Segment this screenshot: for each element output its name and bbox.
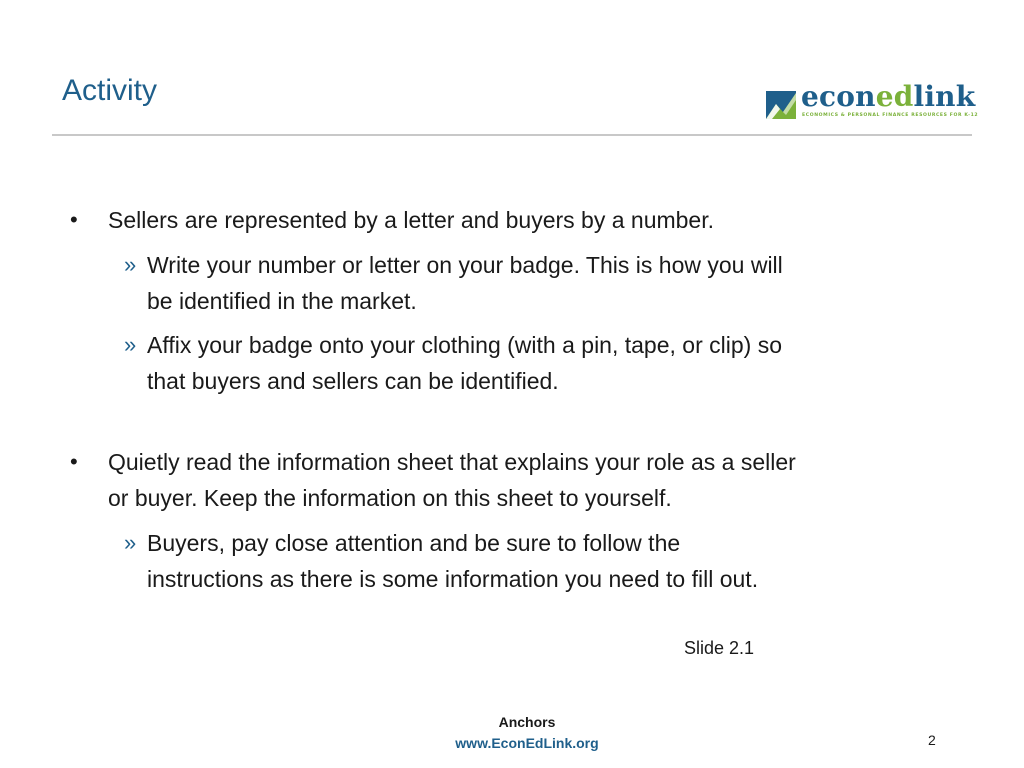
bullet-dot-icon: • (70, 207, 78, 232)
sub-bullet-text: be identified in the market. (147, 288, 417, 314)
sub-bullet-text: that buyers and sellers can be identified. (147, 368, 559, 394)
econedlink-logo-icon (766, 88, 798, 120)
bullet-text: Quietly read the information sheet that explains your role as a seller (108, 449, 796, 475)
logo-wordmark (801, 80, 975, 113)
bullet-dot-icon: • (70, 449, 78, 474)
sub-bullet-text: Write your number or letter on your badge. This is how you will (147, 252, 783, 278)
logo-word-ed: ed (875, 80, 914, 113)
sub-bullet-chevron-icon: » (124, 530, 137, 555)
sub-bullet-text: Affix your badge onto your clothing (with a pin, tape, or clip) so (147, 332, 782, 358)
sub-bullet-text: instructions as there is some information you need to fill out. (147, 566, 759, 592)
sub-bullet-chevron-icon: » (124, 252, 137, 277)
logo-word-econ: econ (801, 80, 876, 113)
econedlink-logo (766, 80, 979, 122)
sub-bullet-text: Buyers, pay close attention and be sure to follow the (147, 530, 681, 556)
bullet-text: Sellers are represented by a letter and buyers by a number. (108, 207, 715, 233)
footer-url-link[interactable]: www.EconEdLink.org (455, 735, 599, 751)
title-divider (52, 134, 972, 136)
logo-tagline: ECONOMICS & PERSONAL FINANCE RESOURCES FOR K-12 (802, 113, 979, 118)
slide-title: Activity (62, 74, 158, 107)
bullet-text: or buyer. Keep the information on this sheet to yourself. (108, 485, 672, 511)
logo-word-link: link (913, 80, 976, 113)
sub-bullet-chevron-icon: » (124, 332, 137, 357)
footer-anchors: Anchors (498, 714, 556, 730)
page-number: 2 (928, 732, 936, 748)
slide-reference: Slide 2.1 (684, 638, 755, 658)
